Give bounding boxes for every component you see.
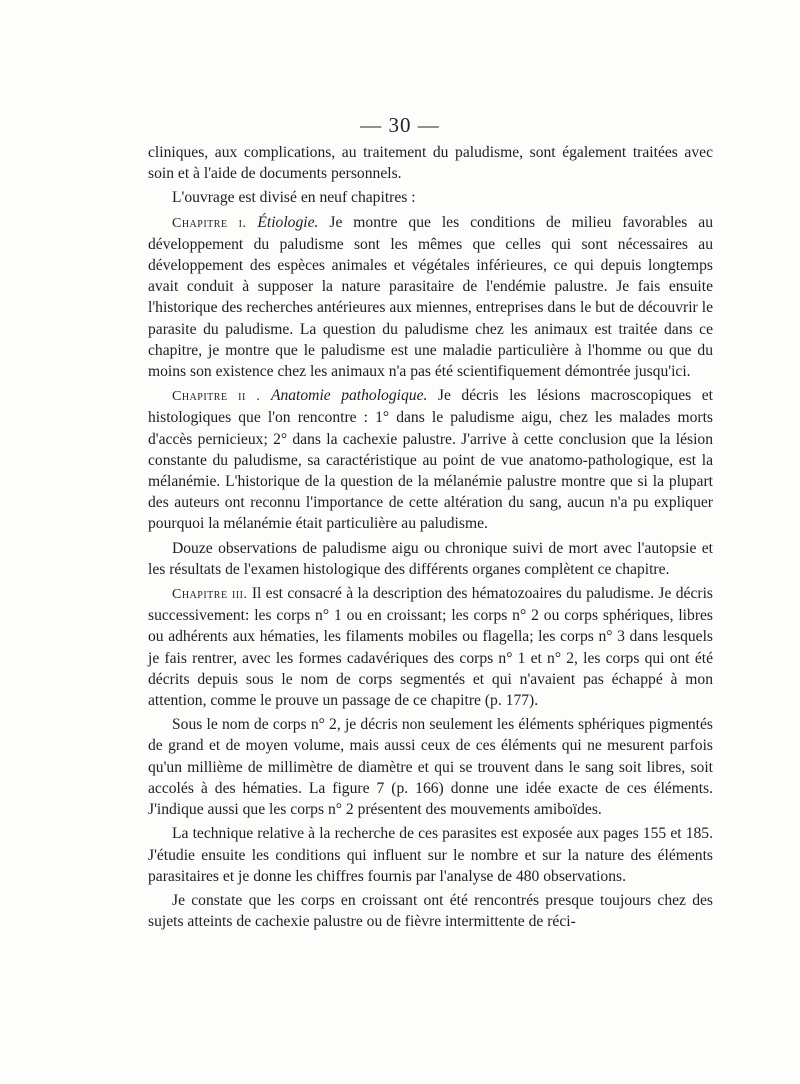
paragraph-technique [148,823,713,887]
paragraph-text: Sous le nom de corps n° 2, je décris non seulement les éléments sphériques pigmentés de grand et de moyen volume, mais aussi ceux de ces éléments qui ne mesurent parfois qu'un millième de millimètre de diamètre et qui se trouvent dans le sang soit libres, soit accolés à des hématies. La figure 7 (p. 166) donne une idée exacte de ces éléments. J'indique aussi que les corps n° 2 présentent des mouvements amiboïdes. [148,716,713,819]
paragraph-text: L'ouvrage est divisé en neuf chapitres : [172,189,416,207]
paragraph-text: Je constate que les corps en croissant ont été rencontrés presque toujours chez des sujets atteints de cachexie palustre ou de fièvre intermittente de réci- [148,891,713,931]
chapter-label: Chapitre ii . [172,389,261,405]
chapter-title: Étiologie. [257,213,319,231]
body-text [148,142,713,935]
chapter-title: Anatomie pathologique. [270,387,428,405]
paragraph-chapters-intro [148,187,713,208]
paragraph-chapter-2 [148,385,713,534]
paragraph-chapter-1 [148,212,713,383]
paragraph-text: Douze observations de paludisme aigu ou chronique suivi de mort avec l'autopsie et les résultats de l'examen histologique des différents organes complètent ce chapitre. [148,539,713,578]
paragraph-text: cliniques, aux complications, au traitement du paludisme, sont également traitées avec soin et à l'aide de documents personnels. [148,144,713,183]
paragraph-croissant [148,890,713,932]
paragraph-text: Il est consacré à la description des hématozoaires du paludisme. Je décris successivement: les corps n° 1 ou en croissant; les corps n° 2 ou corps sphériques, libres ou adhérents aux hématies, les filaments mobiles ou flagella; les corps n° 3 dans lesquels je fais rentrer, avec les formes cadavériques des corps n° 1 et n° 2, les corps qui ont été décrits depuis sous le nom de corps segmentés et qui n'avaient pas échappé à mon attention, comme le prouve un passage de ce chapitre (p. 177). [148,585,713,710]
paragraph-text: La technique relative à la recherche de ces parasites est exposée aux pages 155 et 185. J'étudie ensuite les conditions qui influent sur le nombre et sur la nature des éléments parasitaires et je donne les chiffres fournis par l'analyse de 480 observations. [148,825,713,885]
paragraph-text: Je montre que les conditions de milieu favorables au développement du paludisme sont les mêmes que celles qui sont nécessaires au développement des espèces animales et végétales inférieures, ce qui depuis longtemps avait conduit à supposer la nature parasitaire de l'endémie palustre. Je fais ensuite l'historique des recherches antérieures aux miennes, entreprises dans le but de découvrir le parasite du paludisme. La question du paludisme chez les animaux est traitée dans ce chapitre, je montre que le paludisme est une maladie particulière à l'homme ou que du moins son existence chez les animaux n'a pas été scientifiquement démontrée jusqu'ici. [148,213,713,381]
paragraph-corps-2 [148,714,713,820]
paragraph-observations [148,538,713,580]
paragraph-chapter-3 [148,583,713,711]
paragraph-text: Je décris les lésions macroscopiques et histologiques que l'on rencontre : 1° dans le paludisme aigu, chez les malades morts d'accès pernicieux; 2° dans la cachexie palustre. J'arrive à cette conclusion que la lésion constante du paludisme, sa caractéristique au point de vue anatomo-pathologique, est la mélanémie. L'historique de la question de la mélanémie palustre montre que si la plupart des auteurs ont reconnu l'importance de cette altération du sang, aucun n'a pu expliquer pourquoi la mélanémie était particulière au paludisme. [148,387,713,533]
page-number: — 30 — [360,113,440,137]
chapter-label: Chapitre iii. [172,587,248,603]
paragraph-continuation [148,142,713,184]
chapter-label: Chapitre i. [172,215,247,231]
